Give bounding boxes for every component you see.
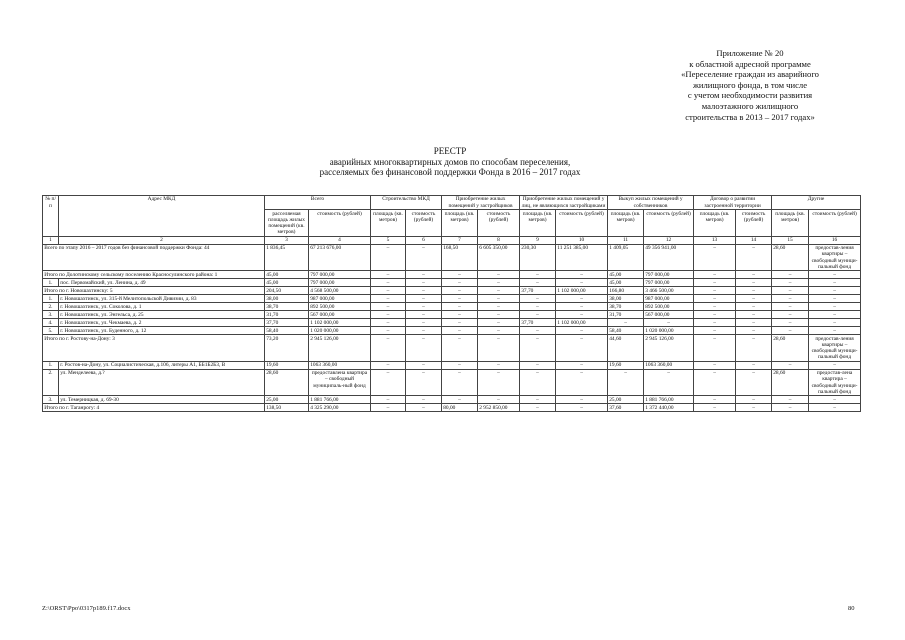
appendix-line: малоэтажного жилищного: [701, 100, 799, 111]
cell-value: 797 000,00: [309, 279, 371, 287]
cell-value: 1063 360,00: [309, 361, 371, 369]
table-row: [43, 271, 861, 279]
cell-value: 797 000,00: [309, 271, 371, 279]
cell-value: –: [556, 404, 608, 412]
cell-value: 49 356 941,00: [644, 244, 694, 271]
cell-value: –: [371, 369, 406, 396]
cell-value: 168,50: [442, 244, 478, 271]
cell-value: –: [520, 361, 556, 369]
header-cost: стоимость (рублей): [556, 210, 608, 237]
row-number: 2.: [43, 369, 59, 396]
header-area: площадь (кв. метров): [371, 210, 406, 237]
row-address: пос. Первомайский, ул. Ленина, д. 49: [59, 279, 265, 287]
cell-value: 58,40: [608, 327, 644, 335]
footer-file-path: Z:\ORST\Ppo\0317p189.f17.docx: [42, 605, 131, 612]
cell-value: –: [556, 295, 608, 303]
cell-value: –: [694, 335, 736, 362]
cell-value: 3 466 500,00: [644, 287, 694, 295]
header-cost: стоимость (рублей): [809, 210, 861, 237]
cell-value: 44,60: [608, 335, 644, 362]
cell-value: –: [772, 303, 809, 311]
cell-value: –: [406, 327, 442, 335]
cell-value: –: [772, 271, 809, 279]
cell-value: –: [809, 295, 861, 303]
cell-value: –: [809, 327, 861, 335]
cell-value: –: [694, 369, 736, 396]
cell-value: –: [694, 279, 736, 287]
cell-value: –: [520, 303, 556, 311]
cell-value: 567 000,00: [309, 311, 371, 319]
cell-value: 567 000,00: [644, 311, 694, 319]
cell-value: 45,00: [265, 271, 309, 279]
cell-value: –: [809, 361, 861, 369]
cell-value: –: [371, 303, 406, 311]
cell-value: 4 568 500,00: [309, 287, 371, 295]
cell-value: –: [736, 303, 772, 311]
cell-value: –: [478, 396, 520, 404]
cell-value: 31,70: [608, 311, 644, 319]
title-line-1: аварийных многоквартирных домов по способам переселения,: [329, 156, 571, 167]
header-area: площадь (кв. метров): [520, 210, 556, 237]
cell-value: –: [694, 303, 736, 311]
cell-value: –: [520, 369, 556, 396]
table-row: [43, 295, 861, 303]
cell-value: –: [442, 279, 478, 287]
row-address: г. Ростов-на-Дону, ул. Социалистическая, д.106, литеры А1, ББ1Б2Б3, В: [59, 361, 265, 369]
cell-value: –: [520, 335, 556, 362]
cell-value: –: [442, 396, 478, 404]
cell-value: –: [809, 396, 861, 404]
cell-value: –: [478, 287, 520, 295]
cell-value: 38,70: [608, 303, 644, 311]
table-row: [43, 396, 861, 404]
header-area: площадь (кв. метров): [694, 210, 736, 237]
cell-value: –: [478, 311, 520, 319]
cell-value: 1 409,05: [608, 244, 644, 271]
cell-value: –: [644, 319, 694, 327]
row-address: Итого по Долотинскому сельскому поселению Красносулинского района: 1: [43, 271, 265, 279]
cell-value: –: [772, 404, 809, 412]
table-row: [43, 335, 861, 362]
row-number: 4.: [43, 319, 59, 327]
cell-value: –: [556, 303, 608, 311]
table-row: [43, 369, 861, 396]
cell-value: –: [406, 335, 442, 362]
appendix-line: «Переселение граждан из аварийного: [681, 69, 819, 80]
cell-value: –: [371, 287, 406, 295]
cell-value: –: [442, 287, 478, 295]
cell-value: 1 102 000,00: [556, 319, 608, 327]
cell-value: 166,80: [608, 287, 644, 295]
cell-value: 38,00: [608, 295, 644, 303]
cell-value: –: [694, 287, 736, 295]
cell-value: предоставлена квартира – свободный муниципаль-ный фонд: [309, 369, 371, 396]
cell-value: 1 881 766,00: [309, 396, 371, 404]
cell-value: –: [406, 287, 442, 295]
row-number: 1.: [43, 295, 59, 303]
cell-value: 37,70: [265, 319, 309, 327]
cell-value: 797 000,00: [644, 271, 694, 279]
cell-value: –: [772, 295, 809, 303]
cell-value: 1 102 000,00: [556, 287, 608, 295]
header-purchase-non-dev: Приобретение жилых помещений у лиц, не являющихся застройщиками: [520, 196, 608, 210]
cell-value: 1 020 000,00: [309, 327, 371, 335]
cell-value: 37,70: [520, 319, 556, 327]
cell-value: –: [406, 295, 442, 303]
column-number: 10: [556, 236, 608, 244]
cell-value: –: [644, 369, 694, 396]
cell-value: 2 952 850,00: [478, 404, 520, 412]
cell-value: 1 020 000,00: [644, 327, 694, 335]
header-area: площадь (кв. метров): [442, 210, 478, 237]
column-number: 2: [59, 236, 265, 244]
appendix-line: жилищного фонда, в том числе: [692, 79, 808, 90]
cell-value: 6 605 350,00: [478, 244, 520, 271]
cell-value: 892 500,00: [644, 303, 694, 311]
cell-value: –: [736, 396, 772, 404]
cell-value: –: [371, 244, 406, 271]
table-row: [43, 303, 861, 311]
row-address: г. Новошахтинск, ул. 315-й Мелитопольской Дивизии, д. 83: [59, 295, 265, 303]
cell-value: –: [556, 369, 608, 396]
cell-value: –: [608, 369, 644, 396]
cell-value: 230,30: [520, 244, 556, 271]
table-row: [43, 361, 861, 369]
cell-value: –: [520, 295, 556, 303]
cell-value: –: [772, 396, 809, 404]
row-number: 5.: [43, 327, 59, 335]
cell-value: –: [406, 404, 442, 412]
header-cost: стоимость (рублей): [478, 210, 520, 237]
cell-value: 38,70: [265, 303, 309, 311]
cell-value: –: [371, 327, 406, 335]
cell-value: –: [406, 311, 442, 319]
cell-value: –: [772, 319, 809, 327]
cell-value: –: [694, 361, 736, 369]
cell-value: –: [442, 327, 478, 335]
header-address: Адрес МКД: [59, 196, 265, 237]
row-address: г. Новошахтинск, ул. Чекмаева, д. 2: [59, 319, 265, 327]
cell-value: –: [809, 287, 861, 295]
row-number: 2.: [43, 303, 59, 311]
cell-value: –: [556, 335, 608, 362]
cell-value: –: [608, 319, 644, 327]
cell-value: 45,00: [265, 279, 309, 287]
table-row: [43, 287, 861, 295]
cell-value: –: [694, 271, 736, 279]
cell-value: 67 213 676,00: [309, 244, 371, 271]
cell-value: –: [694, 311, 736, 319]
cell-value: –: [478, 327, 520, 335]
cell-value: 1 836,45: [265, 244, 309, 271]
cell-value: 38,00: [265, 295, 309, 303]
cell-value: 1 102 000,00: [309, 319, 371, 327]
header-area: площадь (кв. метров): [772, 210, 809, 237]
cell-value: –: [442, 369, 478, 396]
cell-value: 37,70: [520, 287, 556, 295]
cell-value: –: [809, 319, 861, 327]
column-number: 11: [608, 236, 644, 244]
column-number: 13: [694, 236, 736, 244]
cell-value: 28,60: [772, 244, 809, 271]
table-row: [43, 319, 861, 327]
table-row: [43, 244, 861, 271]
cell-value: 2 945 126,00: [309, 335, 371, 362]
cell-value: –: [442, 303, 478, 311]
table-row: [43, 311, 861, 319]
cell-value: –: [809, 279, 861, 287]
column-number: 8: [478, 236, 520, 244]
table-row: [43, 327, 861, 335]
cell-value: –: [406, 319, 442, 327]
cell-value: –: [406, 303, 442, 311]
appendix-line: Приложение № 20: [716, 48, 784, 58]
row-number: 1.: [43, 279, 59, 287]
title-heading: РЕЕСТР: [433, 146, 467, 156]
cell-value: 1063 360,00: [644, 361, 694, 369]
cell-value: 19,60: [608, 361, 644, 369]
column-number: 3: [265, 236, 309, 244]
cell-value: –: [809, 311, 861, 319]
header-purchase-dev: Приобретение жилых помещений у застройщиков: [442, 196, 520, 210]
cell-value: –: [736, 327, 772, 335]
cell-value: –: [406, 396, 442, 404]
column-number: 7: [442, 236, 478, 244]
cell-value: –: [371, 361, 406, 369]
cell-value: –: [478, 369, 520, 396]
cell-value: –: [694, 327, 736, 335]
cell-value: 11 251 385,00: [556, 244, 608, 271]
cell-value: –: [556, 271, 608, 279]
header-cost: стоимость (рублей): [309, 210, 371, 237]
cell-value: –: [520, 311, 556, 319]
row-address: ул. Темерницкая, д. 69-30: [59, 396, 265, 404]
column-number: 5: [371, 236, 406, 244]
cell-value: –: [772, 327, 809, 335]
appendix-line: с учетом необходимости развития: [687, 90, 813, 101]
column-number: 14: [736, 236, 772, 244]
cell-value: –: [442, 311, 478, 319]
cell-value: –: [520, 396, 556, 404]
cell-value: –: [772, 361, 809, 369]
row-address: г. Новошахтинск, ул. Соколова, д. 1: [59, 303, 265, 311]
column-number: 9: [520, 236, 556, 244]
cell-value: –: [736, 335, 772, 362]
column-numbers-row: [43, 236, 861, 244]
row-address: ул. Менделеева, д.?: [59, 369, 265, 396]
header-total: Всего: [265, 196, 371, 210]
cell-value: –: [694, 396, 736, 404]
cell-value: –: [556, 327, 608, 335]
cell-value: 45,00: [608, 271, 644, 279]
cell-value: –: [736, 361, 772, 369]
cell-value: –: [520, 271, 556, 279]
title-line-2: расселяемых без финансовой поддержки Фонда в 2016 – 2017 годах: [319, 167, 581, 178]
header-row-1: [43, 196, 861, 210]
cell-value: –: [556, 311, 608, 319]
cell-value: –: [442, 271, 478, 279]
cell-value: 204,50: [265, 287, 309, 295]
row-address: Итого по г. Новошахтинску: 5: [43, 287, 265, 295]
cell-value: –: [736, 319, 772, 327]
cell-value: –: [772, 311, 809, 319]
cell-value: 892 500,00: [309, 303, 371, 311]
column-number: 15: [772, 236, 809, 244]
cell-value: –: [406, 279, 442, 287]
cell-value: –: [772, 287, 809, 295]
cell-value: –: [478, 271, 520, 279]
row-address: Всего по этапу 2016 – 2017 годов без финансовой поддержки Фонда: 44: [43, 244, 265, 271]
row-number: 1.: [43, 361, 59, 369]
row-address: г. Новошахтинск, ул. Энгельса, д. 25: [59, 311, 265, 319]
header-cost: стоимость (рублей): [406, 210, 442, 237]
row-address: г. Новошахтинск, ул. Буденного, д. 12: [59, 327, 265, 335]
page-number: 80: [848, 605, 855, 612]
cell-value: –: [772, 279, 809, 287]
cell-value: –: [406, 361, 442, 369]
header-buyout: Выкуп жилых помещений у собственников: [608, 196, 694, 210]
row-number: 3.: [43, 311, 59, 319]
cell-value: предостав-ления квартиры – свободный муници-пальный фонд: [809, 335, 861, 362]
header-other: Другие: [772, 196, 861, 210]
cell-value: –: [478, 319, 520, 327]
cell-value: –: [478, 279, 520, 287]
cell-value: –: [371, 335, 406, 362]
cell-value: –: [736, 244, 772, 271]
cell-value: 1 372 440,00: [644, 404, 694, 412]
cell-value: 58,40: [265, 327, 309, 335]
cell-value: –: [736, 369, 772, 396]
appendix-block: [640, 48, 860, 122]
cell-value: –: [478, 335, 520, 362]
cell-value: 31,70: [265, 311, 309, 319]
cell-value: –: [736, 295, 772, 303]
cell-value: –: [371, 311, 406, 319]
header-territory: Договор о развитии застроенной территории: [694, 196, 772, 210]
cell-value: –: [694, 295, 736, 303]
header-cost: стоимость (рублей): [736, 210, 772, 237]
cell-value: предостав-лена квартира – свободный муници-пальный фонд: [809, 369, 861, 396]
cell-value: –: [478, 295, 520, 303]
cell-value: –: [406, 244, 442, 271]
cell-value: –: [371, 295, 406, 303]
header-num: № п/п: [43, 196, 59, 237]
appendix-line: к областной адресной программе: [689, 58, 811, 69]
column-number: 16: [809, 236, 861, 244]
header-settled-area: расселяемая площадь жилых помещений (кв. метров): [265, 210, 309, 237]
cell-value: –: [371, 279, 406, 287]
document-title: [200, 146, 700, 178]
cell-value: –: [442, 319, 478, 327]
cell-value: –: [736, 279, 772, 287]
cell-value: 28,60: [772, 369, 809, 396]
header-construction: Строительство МКД: [371, 196, 442, 210]
cell-value: 28,60: [265, 369, 309, 396]
cell-value: –: [371, 319, 406, 327]
cell-value: –: [478, 303, 520, 311]
cell-value: –: [809, 271, 861, 279]
cell-value: –: [736, 311, 772, 319]
cell-value: –: [556, 361, 608, 369]
cell-value: –: [406, 369, 442, 396]
cell-value: 138,50: [265, 404, 309, 412]
registry-table: [42, 195, 861, 412]
cell-value: 25,00: [265, 396, 309, 404]
cell-value: 37,60: [608, 404, 644, 412]
cell-value: –: [694, 404, 736, 412]
cell-value: 797 000,00: [644, 279, 694, 287]
cell-value: 4 325 290,00: [309, 404, 371, 412]
cell-value: –: [520, 279, 556, 287]
cell-value: –: [809, 303, 861, 311]
cell-value: –: [371, 271, 406, 279]
cell-value: 28,60: [772, 335, 809, 362]
cell-value: 25,00: [608, 396, 644, 404]
cell-value: –: [736, 287, 772, 295]
cell-value: –: [736, 271, 772, 279]
column-number: 12: [644, 236, 694, 244]
cell-value: 19,60: [265, 361, 309, 369]
cell-value: –: [442, 295, 478, 303]
cell-value: 73,20: [265, 335, 309, 362]
cell-value: 45,00: [608, 279, 644, 287]
cell-value: –: [442, 335, 478, 362]
row-number: 3.: [43, 396, 59, 404]
cell-value: –: [520, 404, 556, 412]
header-cost: стоимость (рублей): [644, 210, 694, 237]
cell-value: –: [556, 396, 608, 404]
column-number: 1: [43, 236, 59, 244]
appendix-line: строительства в 2013 – 2017 годах»: [685, 111, 815, 122]
cell-value: –: [520, 327, 556, 335]
cell-value: 1 881 766,00: [644, 396, 694, 404]
row-address: Итого по г. Таганрогу: 4: [43, 404, 265, 412]
header-area: площадь (кв. метров): [608, 210, 644, 237]
table-row: [43, 279, 861, 287]
table-row: [43, 404, 861, 412]
cell-value: 987 000,00: [644, 295, 694, 303]
cell-value: –: [694, 244, 736, 271]
cell-value: –: [406, 271, 442, 279]
column-number: 4: [309, 236, 371, 244]
cell-value: предостав-ления квартиры – свободный муници-пальный фонд: [809, 244, 861, 271]
cell-value: 2 945 126,00: [644, 335, 694, 362]
cell-value: –: [478, 361, 520, 369]
cell-value: –: [556, 279, 608, 287]
cell-value: –: [809, 404, 861, 412]
row-address: Итого по г. Ростову-на-Дону: 3: [43, 335, 265, 362]
column-number: 6: [406, 236, 442, 244]
cell-value: –: [736, 404, 772, 412]
cell-value: 987 000,00: [309, 295, 371, 303]
cell-value: 80,00: [442, 404, 478, 412]
cell-value: –: [371, 396, 406, 404]
cell-value: –: [371, 404, 406, 412]
cell-value: –: [442, 361, 478, 369]
cell-value: –: [694, 319, 736, 327]
